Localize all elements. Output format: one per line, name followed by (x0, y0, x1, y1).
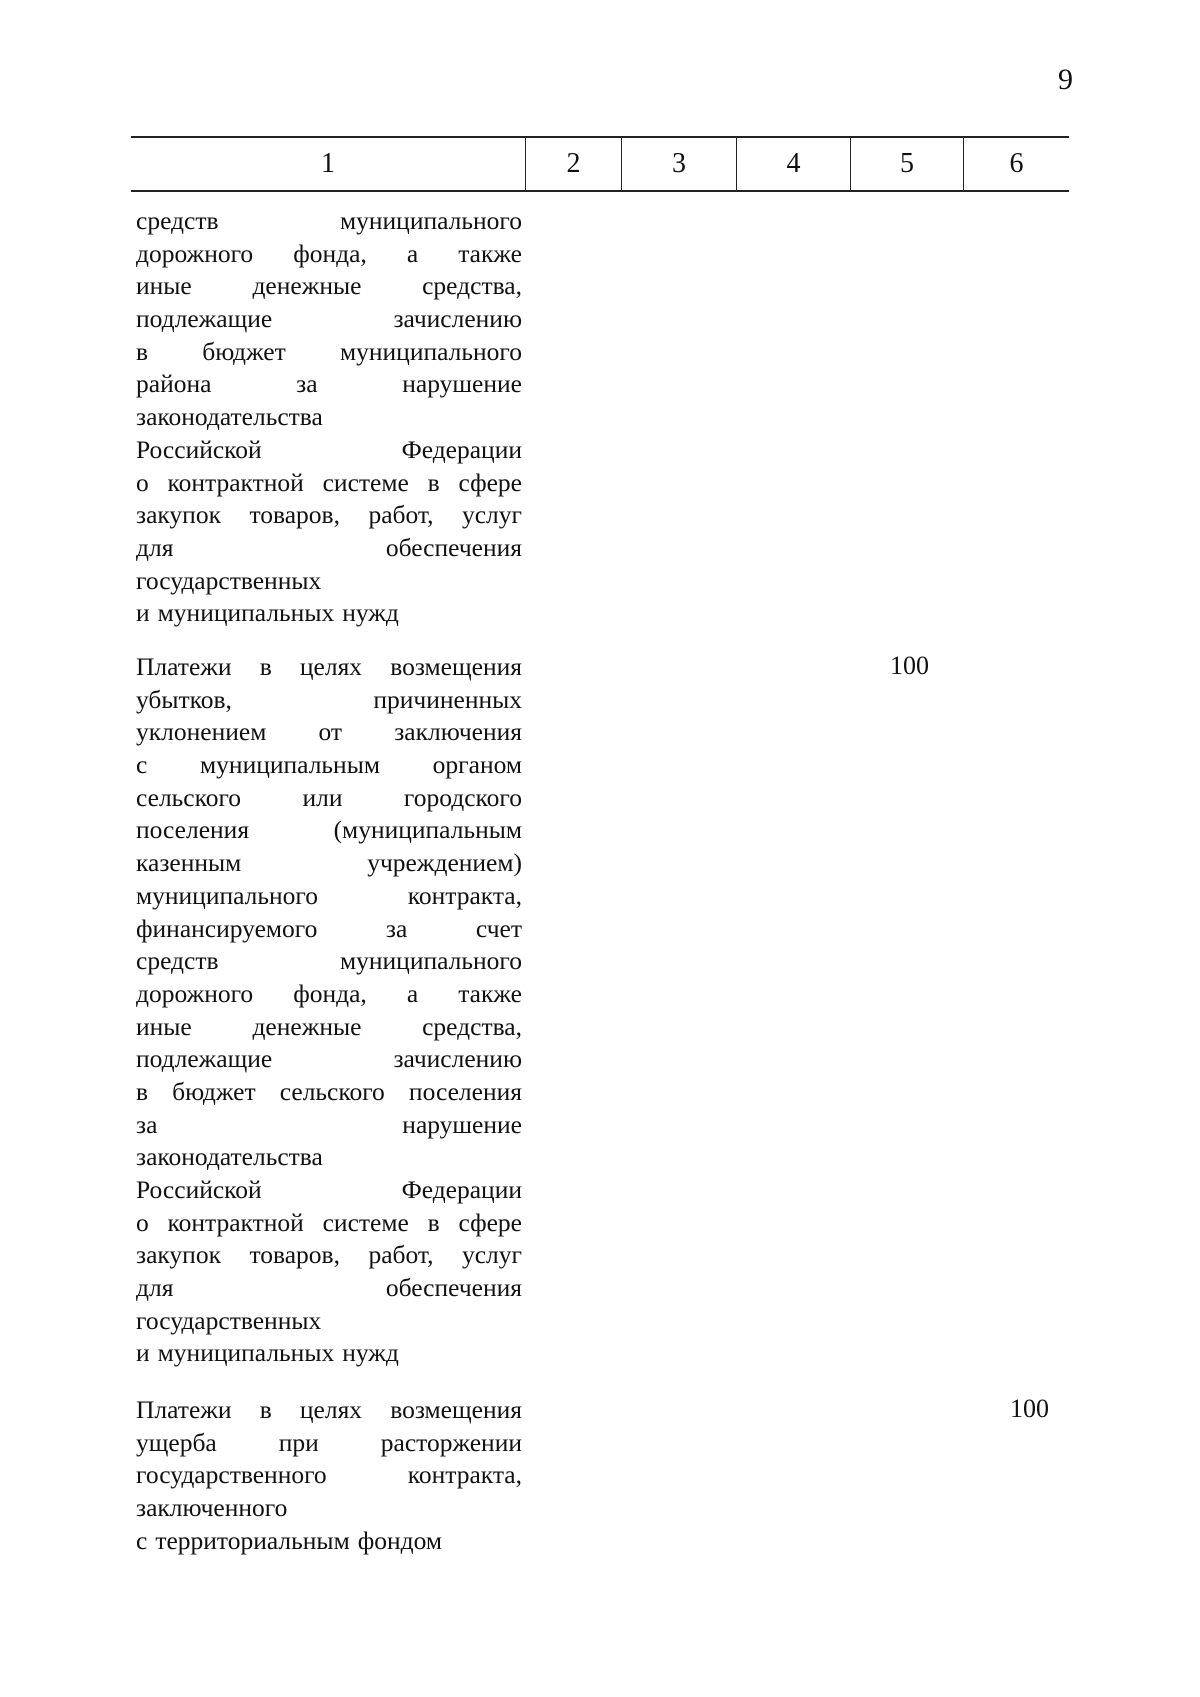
text-line: дорожного фонда, а также (136, 978, 522, 1008)
text-line: в бюджет муниципального (136, 336, 522, 366)
text-line: государственных (136, 1305, 322, 1335)
text-line: поселения (муниципальным (136, 815, 522, 845)
header-col-1: 1 (321, 148, 335, 179)
text-line: закупок товаров, работ, услуг (136, 500, 522, 530)
header-col-2: 2 (566, 148, 581, 179)
text-line: с муниципальным органом (136, 750, 522, 780)
header-col-6: 6 (1009, 148, 1024, 179)
header-col-5: 5 (900, 148, 914, 179)
text-line: района за нарушение (136, 369, 522, 399)
header-col-3: 3 (672, 148, 686, 179)
text-line: для обеспечения (136, 1273, 522, 1303)
text-line: за нарушение (136, 1109, 522, 1139)
text-line: для обеспечения (136, 532, 522, 562)
table-row-text (136, 651, 522, 1370)
page-number: 9 (1058, 63, 1073, 96)
text-line: о контрактной системе в сфере (136, 467, 522, 497)
text-line: казенным учреждением) (136, 848, 522, 878)
text-line: государственного контракта, (136, 1460, 522, 1490)
text-line: сельского или городского (136, 782, 522, 812)
table-row-text (136, 1394, 522, 1557)
text-line: закупок товаров, работ, услуг (136, 1240, 522, 1270)
text-line: Российской Федерации (136, 434, 522, 464)
text-line: ущерба при расторжении (136, 1427, 522, 1457)
text-line: и муниципальных нужд (136, 598, 399, 628)
table-row-text (136, 205, 522, 630)
text-line: о контрактной системе в сфере (136, 1207, 522, 1237)
text-line: иные денежные средства, (136, 1011, 522, 1041)
text-line: уклонением от заключения (136, 717, 522, 747)
text-line: муниципального контракта, (136, 880, 522, 910)
text-line: заключенного (136, 1493, 288, 1523)
text-line: дорожного фонда, а также (136, 238, 522, 268)
header-col-4: 4 (786, 148, 801, 179)
text-line: средств муниципального (136, 946, 522, 976)
text-line: Платежи в целях возмещения (136, 1395, 522, 1424)
text-line: законодательства (136, 1142, 323, 1172)
text-line: подлежащие зачислению (136, 304, 522, 334)
text-line: в бюджет сельского поселения (136, 1076, 522, 1106)
text-line: финансируемого за счет (136, 913, 522, 943)
table-cell-col5: 100 (890, 651, 929, 680)
text-line: законодательства (136, 402, 323, 432)
text-line: государственных (136, 565, 322, 595)
table-header (131, 136, 1069, 192)
text-line: Российской Федерации (136, 1175, 522, 1204)
table-cell-col6: 100 (1010, 1394, 1049, 1423)
text-line: подлежащие зачислению (136, 1044, 522, 1074)
text-line: иные денежные средства, (136, 271, 522, 301)
text-line: Платежи в целях возмещения (136, 652, 522, 681)
text-line: убытков, причиненных (136, 684, 522, 714)
text-line: и муниципальных нужд (136, 1338, 399, 1368)
text-line: средств муниципального (136, 206, 522, 235)
text-line: с территориальным фондом (136, 1525, 443, 1555)
